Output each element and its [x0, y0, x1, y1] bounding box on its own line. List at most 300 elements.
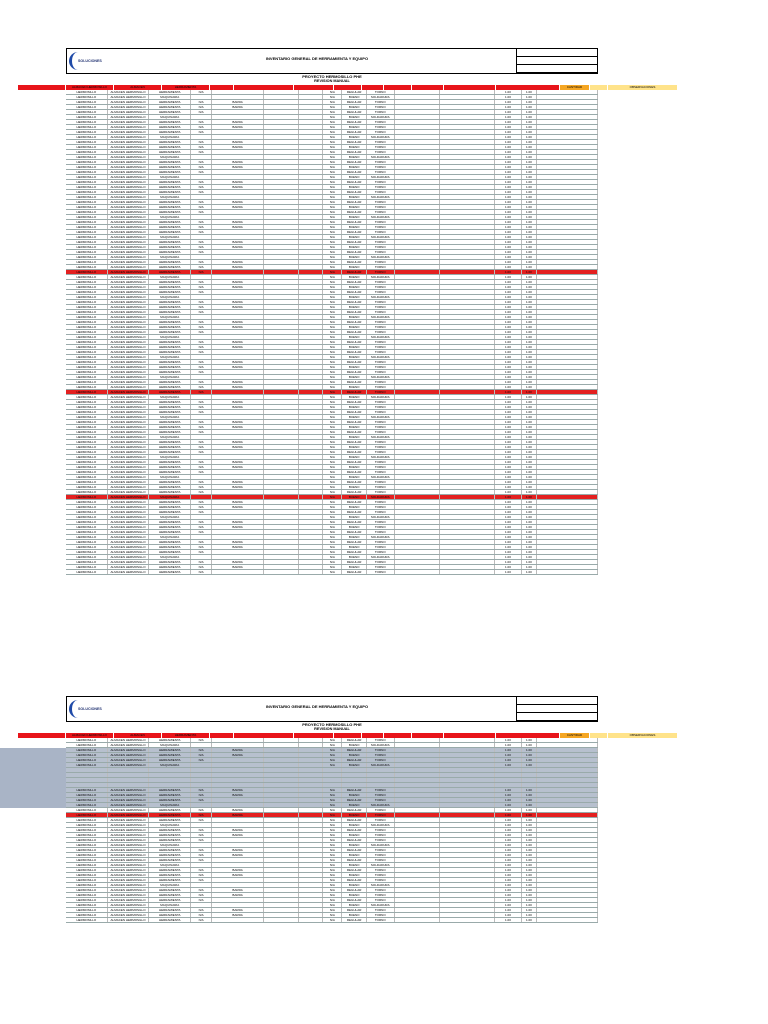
table-cell — [299, 908, 323, 912]
table-cell: N/A — [191, 758, 212, 762]
table-cell — [440, 440, 496, 444]
table-cell: BARRA — [212, 545, 264, 549]
table-cell: 1.00 — [495, 793, 521, 797]
table-cell: 1.00 — [495, 410, 521, 414]
table-cell: N/A — [323, 803, 342, 807]
table-cell — [395, 295, 440, 299]
table-cell — [537, 390, 598, 394]
table-cell: TORNO — [367, 560, 395, 564]
table-cell: REGULAR — [342, 320, 366, 324]
table-cell: 1.00 — [495, 813, 521, 817]
table-cell: HERMOSILLO — [66, 295, 108, 299]
table-cell: HERMOSILLO — [66, 110, 108, 114]
table-cell: MAQUINARIA — [149, 215, 191, 219]
table-cell — [537, 883, 598, 887]
table-cell — [191, 395, 212, 399]
table-cell: BUENO — [342, 125, 366, 129]
table-cell — [264, 230, 299, 234]
table-cell — [395, 813, 440, 817]
table-cell — [537, 95, 598, 99]
table-cell: HERMOSILLO — [66, 565, 108, 569]
table-cell: HERRAMIENTA — [149, 505, 191, 509]
table-cell: ALMACEN HERMOSILLO — [108, 813, 150, 817]
table-cell — [299, 325, 323, 329]
table-cell — [367, 773, 395, 777]
table-cell: 1.00 — [522, 510, 538, 514]
table-cell: HERMOSILLO — [66, 540, 108, 544]
table-cell — [395, 848, 440, 852]
table-cell — [440, 883, 496, 887]
table-cell: HERMOSILLO — [66, 435, 108, 439]
table-cell — [537, 918, 598, 922]
table-cell: BARRA — [212, 145, 264, 149]
table-cell: 1.00 — [495, 743, 521, 747]
table-cell: N/A — [191, 350, 212, 354]
table-cell — [299, 395, 323, 399]
table-cell: TORNO — [367, 350, 395, 354]
table-cell: BUENO — [342, 445, 366, 449]
column-header: OBSERVACIONES — [608, 85, 678, 90]
table-cell — [440, 898, 496, 902]
table-cell: REGULAR — [342, 370, 366, 374]
table-cell — [395, 350, 440, 354]
table-cell: N/A — [191, 220, 212, 224]
table-cell — [537, 250, 598, 254]
table-cell: REGULAR — [342, 230, 366, 234]
table-cell — [537, 90, 598, 94]
table-cell: TORNO — [367, 788, 395, 792]
table-cell: BARRA — [212, 833, 264, 837]
table-cell: BARRA — [212, 245, 264, 249]
table-cell: BARRA — [212, 465, 264, 469]
table-cell — [440, 180, 496, 184]
table-cell — [440, 555, 496, 559]
table-cell: BARRA — [212, 120, 264, 124]
table-cell — [395, 270, 440, 274]
table-cell: REGULAR — [342, 470, 366, 474]
table-cell: 1.00 — [495, 455, 521, 459]
table-cell — [299, 495, 323, 499]
table-cell: 1.00 — [522, 170, 538, 174]
table-cell: ALMACEN HERMOSILLO — [108, 225, 150, 229]
table-cell: HERRAMIENTA — [149, 525, 191, 529]
table-cell: HERRAMIENTA — [149, 225, 191, 229]
table-cell: ALMACEN HERMOSILLO — [108, 898, 150, 902]
table-cell — [212, 135, 264, 139]
table-cell: MAQUINARIA — [149, 395, 191, 399]
table-cell: BARRA — [212, 160, 264, 164]
table-cell: N/A — [323, 863, 342, 867]
table-cell: 1.00 — [522, 460, 538, 464]
table-cell — [537, 758, 598, 762]
table-cell: N/A — [191, 798, 212, 802]
table-cell — [395, 365, 440, 369]
table-cell: BUENO — [342, 215, 366, 219]
table-cell — [395, 828, 440, 832]
table-cell: SOLDADURA — [367, 743, 395, 747]
table-cell: N/A — [191, 140, 212, 144]
table-cell: HERMOSILLO — [66, 355, 108, 359]
table-cell: HERMOSILLO — [66, 390, 108, 394]
table-cell: N/A — [323, 215, 342, 219]
table-cell — [395, 95, 440, 99]
table-cell: N/A — [323, 315, 342, 319]
table-cell: 1.00 — [495, 858, 521, 862]
table-cell — [212, 375, 264, 379]
table-cell: BARRA — [212, 440, 264, 444]
table-cell — [395, 195, 440, 199]
table-cell: ALMACEN HERMOSILLO — [108, 190, 150, 194]
table-cell: BARRA — [212, 365, 264, 369]
table-cell — [440, 260, 496, 264]
table-cell — [440, 878, 496, 882]
table-cell: HERRAMIENTA — [149, 450, 191, 454]
table-cell: 1.00 — [495, 798, 521, 802]
table-cell — [537, 788, 598, 792]
table-cell: TORNO — [367, 500, 395, 504]
table-cell: N/A — [323, 240, 342, 244]
table-cell: ALMACEN HERMOSILLO — [108, 385, 150, 389]
table-cell — [212, 818, 264, 822]
table-cell: 1.00 — [522, 325, 538, 329]
table-cell: N/A — [191, 340, 212, 344]
table-cell: 1.00 — [522, 465, 538, 469]
table-cell: ALMACEN HERMOSILLO — [108, 520, 150, 524]
table-cell — [440, 135, 496, 139]
table-cell: 1.00 — [522, 150, 538, 154]
table-cell — [440, 425, 496, 429]
table-cell: 1.00 — [495, 435, 521, 439]
table-cell: HERMOSILLO — [66, 490, 108, 494]
table-cell: N/A — [191, 898, 212, 902]
table-cell: BUENO — [342, 355, 366, 359]
table-cell: 1.00 — [522, 195, 538, 199]
table-cell: N/A — [323, 325, 342, 329]
table-cell: ALMACEN HERMOSILLO — [108, 480, 150, 484]
table-cell — [440, 205, 496, 209]
table-cell: N/A — [323, 415, 342, 419]
table-cell — [440, 913, 496, 917]
table-cell: 1.00 — [522, 350, 538, 354]
table-cell — [191, 95, 212, 99]
table-cell: TORNO — [367, 310, 395, 314]
table-cell: 1.00 — [495, 385, 521, 389]
table-cell: N/A — [191, 225, 212, 229]
table-cell: SOLDADURA — [367, 135, 395, 139]
table-cell — [395, 120, 440, 124]
table-cell — [323, 778, 342, 782]
table-cell — [537, 255, 598, 259]
table-cell: 1.00 — [495, 100, 521, 104]
table-cell — [212, 778, 264, 782]
table-cell: N/A — [323, 170, 342, 174]
table-cell: ALMACEN HERMOSILLO — [108, 290, 150, 294]
table-cell: ALMACEN HERMOSILLO — [108, 360, 150, 364]
table-cell: 1.00 — [495, 175, 521, 179]
table-cell — [537, 863, 598, 867]
table-cell: HERMOSILLO — [66, 480, 108, 484]
table-cell — [299, 545, 323, 549]
table-cell — [264, 90, 299, 94]
table-cell: REGULAR — [342, 290, 366, 294]
table-cell: TORNO — [367, 190, 395, 194]
table-cell: N/A — [191, 410, 212, 414]
table-cell — [212, 270, 264, 274]
table-cell — [440, 783, 496, 787]
table-cell — [299, 788, 323, 792]
table-cell — [212, 390, 264, 394]
table-cell: REGULAR — [342, 540, 366, 544]
table-cell: SOLDADURA — [367, 535, 395, 539]
table-cell — [191, 495, 212, 499]
table-cell — [264, 758, 299, 762]
table-cell: HERMOSILLO — [66, 903, 108, 907]
table-cell: N/A — [323, 95, 342, 99]
table-cell: 1.00 — [522, 110, 538, 114]
table-cell — [264, 210, 299, 214]
table-cell — [537, 470, 598, 474]
table-cell: TORNO — [367, 908, 395, 912]
table-cell: 1.00 — [495, 570, 521, 574]
table-cell — [299, 310, 323, 314]
table-cell: HERRAMIENTA — [149, 310, 191, 314]
table-cell — [395, 560, 440, 564]
table-cell — [440, 778, 496, 782]
table-cell: TORNO — [367, 150, 395, 154]
table-cell: ALMACEN HERMOSILLO — [108, 235, 150, 239]
table-cell: MAQUINARIA — [149, 763, 191, 767]
table-cell — [440, 843, 496, 847]
table-cell: HERRAMIENTA — [149, 430, 191, 434]
table-cell: TORNO — [367, 545, 395, 549]
table-cell: HERMOSILLO — [66, 175, 108, 179]
table-cell: 1.00 — [522, 250, 538, 254]
table-cell: N/A — [191, 120, 212, 124]
table-cell: BUENO — [342, 505, 366, 509]
table-cell: ALMACEN HERMOSILLO — [108, 758, 150, 762]
table-cell — [395, 385, 440, 389]
table-cell: 1.00 — [495, 763, 521, 767]
table-cell: N/A — [323, 833, 342, 837]
table-cell — [440, 230, 496, 234]
table-cell: ALMACEN HERMOSILLO — [108, 913, 150, 917]
table-cell: 1.00 — [522, 555, 538, 559]
table-cell — [264, 520, 299, 524]
table-cell — [264, 150, 299, 154]
table-cell — [299, 150, 323, 154]
table-cell: ALMACEN HERMOSILLO — [108, 370, 150, 374]
table-cell: TORNO — [367, 748, 395, 752]
table-cell — [212, 295, 264, 299]
table-cell — [264, 883, 299, 887]
table-cell: TORNO — [367, 240, 395, 244]
table-cell: 1.00 — [522, 743, 538, 747]
table-cell: ALMACEN HERMOSILLO — [108, 833, 150, 837]
table-cell: TORNO — [367, 465, 395, 469]
table-cell — [299, 220, 323, 224]
table-cell: 1.00 — [522, 155, 538, 159]
table-cell: N/A — [191, 150, 212, 154]
table-cell — [212, 883, 264, 887]
table-cell — [495, 768, 521, 772]
table-cell: N/A — [191, 385, 212, 389]
table-cell: MAQUINARIA — [149, 555, 191, 559]
table-cell — [264, 505, 299, 509]
table-cell: BUENO — [342, 335, 366, 339]
table-cell — [264, 445, 299, 449]
table-cell — [537, 545, 598, 549]
table-cell: SOLDADURA — [367, 415, 395, 419]
table-cell: HERRAMIENTA — [149, 320, 191, 324]
table-cell — [299, 420, 323, 424]
table-cell: 1.00 — [495, 230, 521, 234]
table-cell — [440, 903, 496, 907]
table-cell — [264, 450, 299, 454]
table-cell: HERRAMIENTA — [149, 868, 191, 872]
table-cell: N/A — [191, 520, 212, 524]
table-cell — [299, 235, 323, 239]
table-cell: 1.00 — [495, 320, 521, 324]
table-cell: TORNO — [367, 530, 395, 534]
table-cell — [395, 818, 440, 822]
table-cell — [537, 440, 598, 444]
table-cell: N/A — [323, 490, 342, 494]
table-cell: HERRAMIENTA — [149, 490, 191, 494]
table-cell: HERRAMIENTA — [149, 130, 191, 134]
table-cell — [537, 170, 598, 174]
table-cell: HERRAMIENTA — [149, 340, 191, 344]
table-cell — [440, 455, 496, 459]
table-cell: TORNO — [367, 813, 395, 817]
table-cell — [440, 225, 496, 229]
table-cell: HERRAMIENTA — [149, 390, 191, 394]
table-cell: HERRAMIENTA — [149, 560, 191, 564]
table-cell: TORNO — [367, 420, 395, 424]
table-cell: 1.00 — [495, 245, 521, 249]
table-cell: N/A — [323, 365, 342, 369]
table-cell — [299, 305, 323, 309]
table-cell: N/A — [323, 370, 342, 374]
table-cell: 1.00 — [495, 440, 521, 444]
table-cell: MAQUINARIA — [149, 355, 191, 359]
table-cell: N/A — [191, 485, 212, 489]
table-cell: 1.00 — [495, 405, 521, 409]
table-cell — [299, 878, 323, 882]
table-cell — [440, 245, 496, 249]
table-cell: 1.00 — [522, 495, 538, 499]
table-cell — [212, 330, 264, 334]
table-cell: MAQUINARIA — [149, 375, 191, 379]
table-cell: 1.00 — [522, 295, 538, 299]
table-cell: 1.00 — [495, 95, 521, 99]
table-cell: 1.00 — [522, 853, 538, 857]
table-cell: ALMACEN HERMOSILLO — [108, 335, 150, 339]
sheet-header-box — [66, 696, 598, 722]
table-cell: N/A — [191, 788, 212, 792]
table-cell: HERMOSILLO — [66, 430, 108, 434]
table-cell — [440, 445, 496, 449]
table-cell — [264, 170, 299, 174]
table-cell: 1.00 — [522, 330, 538, 334]
table-cell: REGULAR — [342, 560, 366, 564]
table-cell: HERRAMIENTA — [149, 793, 191, 797]
table-cell — [264, 913, 299, 917]
table-cell: 1.00 — [522, 235, 538, 239]
table-cell — [264, 783, 299, 787]
table-cell: ALMACEN HERMOSILLO — [108, 195, 150, 199]
table-cell: BARRA — [212, 345, 264, 349]
table-cell — [395, 160, 440, 164]
table-cell — [440, 803, 496, 807]
table-cell — [264, 833, 299, 837]
table-cell: N/A — [191, 545, 212, 549]
table-cell: TORNO — [367, 250, 395, 254]
table-cell: N/A — [323, 540, 342, 544]
table-cell: 1.00 — [495, 445, 521, 449]
table-cell — [299, 315, 323, 319]
table-cell: 1.00 — [495, 160, 521, 164]
table-cell: N/A — [191, 913, 212, 917]
table-cell — [440, 395, 496, 399]
table-cell: SOLDADURA — [367, 435, 395, 439]
table-cell: HERRAMIENTA — [149, 918, 191, 922]
table-cell: HERRAMIENTA — [149, 265, 191, 269]
table-cell: SOLDADURA — [367, 843, 395, 847]
table-cell — [212, 370, 264, 374]
table-cell: ALMACEN HERMOSILLO — [108, 230, 150, 234]
table-cell — [395, 400, 440, 404]
table-cell — [440, 430, 496, 434]
table-cell: HERMOSILLO — [66, 873, 108, 877]
table-cell — [299, 225, 323, 229]
table-cell: 1.00 — [522, 803, 538, 807]
table-cell — [299, 738, 323, 742]
table-cell: MAQUINARIA — [149, 235, 191, 239]
table-cell: N/A — [323, 545, 342, 549]
table-cell: N/A — [323, 275, 342, 279]
table-cell: HERMOSILLO — [66, 818, 108, 822]
table-cell — [191, 335, 212, 339]
table-cell: REGULAR — [342, 170, 366, 174]
table-cell: MAQUINARIA — [149, 195, 191, 199]
table-cell — [299, 758, 323, 762]
table-cell: BUENO — [342, 345, 366, 349]
table-cell: TORNO — [367, 340, 395, 344]
table-cell: BUENO — [342, 415, 366, 419]
table-cell — [395, 888, 440, 892]
table-cell — [264, 888, 299, 892]
table-cell — [395, 425, 440, 429]
table-cell: 1.00 — [495, 295, 521, 299]
table-cell — [537, 803, 598, 807]
table-cell — [264, 873, 299, 877]
table-cell — [440, 220, 496, 224]
table-cell: 1.00 — [522, 210, 538, 214]
table-cell: 1.00 — [522, 913, 538, 917]
table-cell: BUENO — [342, 475, 366, 479]
table-cell — [395, 165, 440, 169]
inventory-table — [66, 738, 598, 923]
table-cell — [537, 420, 598, 424]
table-cell — [395, 758, 440, 762]
table-cell: N/A — [323, 345, 342, 349]
table-cell: BUENO — [342, 255, 366, 259]
table-cell: HERRAMIENTA — [149, 90, 191, 94]
table-cell — [395, 245, 440, 249]
table-cell: TORNO — [367, 520, 395, 524]
table-cell: 1.00 — [522, 485, 538, 489]
table-cell: TORNO — [367, 290, 395, 294]
